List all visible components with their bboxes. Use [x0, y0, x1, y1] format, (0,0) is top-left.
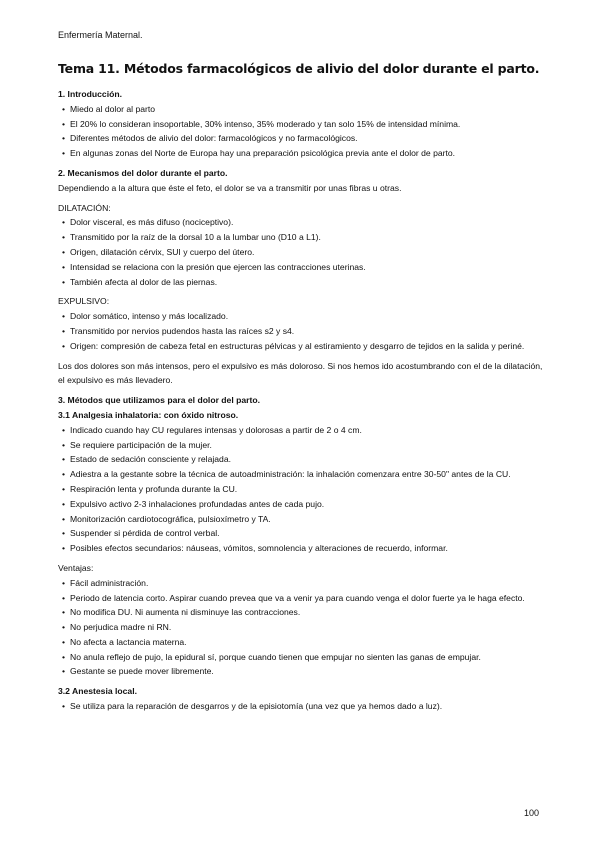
section-heading: 3. Métodos que utilizamos para el dolor del parto. [58, 395, 260, 406]
list-item: • No afecta a lactancia materna. [58, 635, 544, 650]
list-item: • Origen, dilatación cérvix, SUI y cuerpo del útero. [58, 245, 544, 260]
list-item: • No anula reflejo de pujo, la epidural sí, porque cuando tienen que empujar no sienten las ganas de empujar. [58, 650, 544, 665]
running-header: Enfermería Maternal. [58, 30, 143, 40]
paragraph: DILATACIÓN: [58, 202, 111, 213]
section-heading: 1. Introducción. [58, 89, 122, 99]
list-item: • Se requiere participación de la mujer. [58, 438, 544, 453]
document-body [58, 87, 544, 714]
list-item: • Intensidad se relaciona con la presión que ejercen las contracciones uterinas. [58, 260, 544, 275]
list-item: • Dolor somático, intenso y más localizado. [58, 309, 544, 324]
list-item: • Suspender si pérdida de control verbal. [58, 526, 544, 541]
list-item: • Indicado cuando hay CU regulares intensas y dolorosas a partir de 2 o 4 cm. [58, 423, 544, 438]
section-heading: 3.1 Analgesia inhalatoria: con óxido nitroso. [58, 409, 239, 420]
list-item: • Gestante se puede mover libremente. [58, 664, 544, 679]
section-heading: 2. Mecanismos del dolor durante el parto. [58, 167, 228, 178]
paragraph: Los dos dolores son más intensos, pero el expulsivo es más doloroso. Si nos hemos ido acostumbrando con el de la dilatación, el expulsivo es más llevadero. [58, 360, 543, 386]
list-item: • Miedo al dolor al parto [58, 102, 544, 117]
list-item: • Diferentes métodos de alivio del dolor: farmacológicos y no farmacológicos. [58, 131, 544, 146]
list-item: • Dolor visceral, es más difuso (nociceptivo). [58, 215, 544, 230]
list-item: • Estado de sedación consciente y relajada. [58, 452, 544, 467]
paragraph: Dependiendo a la altura que éste el feto, el dolor se va a transmitir por unas fibras u otras. [58, 182, 402, 193]
list-item: • Se utiliza para la reparación de desgarros y de la episiotomía (una vez que ya hemos dado a luz). [58, 699, 544, 714]
bullet-list [58, 102, 544, 161]
list-item: • No modifica DU. Ni aumenta ni disminuye las contracciones. [58, 605, 544, 620]
bullet-list [58, 215, 544, 289]
list-item: • Origen: compresión de cabeza fetal en estructuras pélvicas y al estiramiento y desgarro de tejidos en la salida y periné. [58, 339, 544, 354]
page-number: 100 [524, 808, 540, 818]
list-item: • Adiestra a la gestante sobre la técnica de autoadministración: la inhalación comenzara entre 30-50" antes de la CU. [58, 467, 544, 482]
list-item: • No perjudica madre ni RN. [58, 620, 544, 635]
list-item: • El 20% lo consideran insoportable, 30% intenso, 35% moderado y tan solo 15% de intensidad mínima. [58, 117, 544, 132]
list-item: • Transmitido por nervios pudendos hasta las raíces s2 y s4. [58, 324, 544, 339]
bullet-list [58, 576, 544, 680]
list-item: • Fácil administración. [58, 576, 544, 591]
list-item: • Posibles efectos secundarios: náuseas, vómitos, somnolencia y alteraciones de recuerdo, informar. [58, 541, 544, 556]
list-item: • Respiración lenta y profunda durante la CU. [58, 482, 544, 497]
bullet-list [58, 699, 544, 714]
list-item: • En algunas zonas del Norte de Europa hay una preparación psicológica previa ante el dolor de parto. [58, 146, 544, 161]
bullet-list [58, 423, 544, 556]
paragraph: EXPULSIVO: [58, 296, 110, 307]
section-heading: 3.2 Anestesia local. [58, 686, 137, 697]
page-title: Tema 11. Métodos farmacológicos de alivio del dolor durante el parto. [58, 61, 540, 76]
list-item: • Transmitido por la raíz de la dorsal 10 a la lumbar uno (D10 a L1). [58, 230, 544, 245]
list-item: • Periodo de latencia corto. Aspirar cuando prevea que va a venir ya para cuando venga el dolor fuerte ya le haga efecto. [58, 591, 544, 606]
list-item: • Expulsivo activo 2-3 inhalaciones profundadas antes de cada pujo. [58, 497, 544, 512]
paragraph: Ventajas: [58, 562, 94, 573]
bullet-list [58, 309, 544, 353]
list-item: • También afecta al dolor de las piernas. [58, 275, 544, 290]
list-item: • Monitorización cardiotocográfica, pulsioxímetro y TA. [58, 512, 544, 527]
